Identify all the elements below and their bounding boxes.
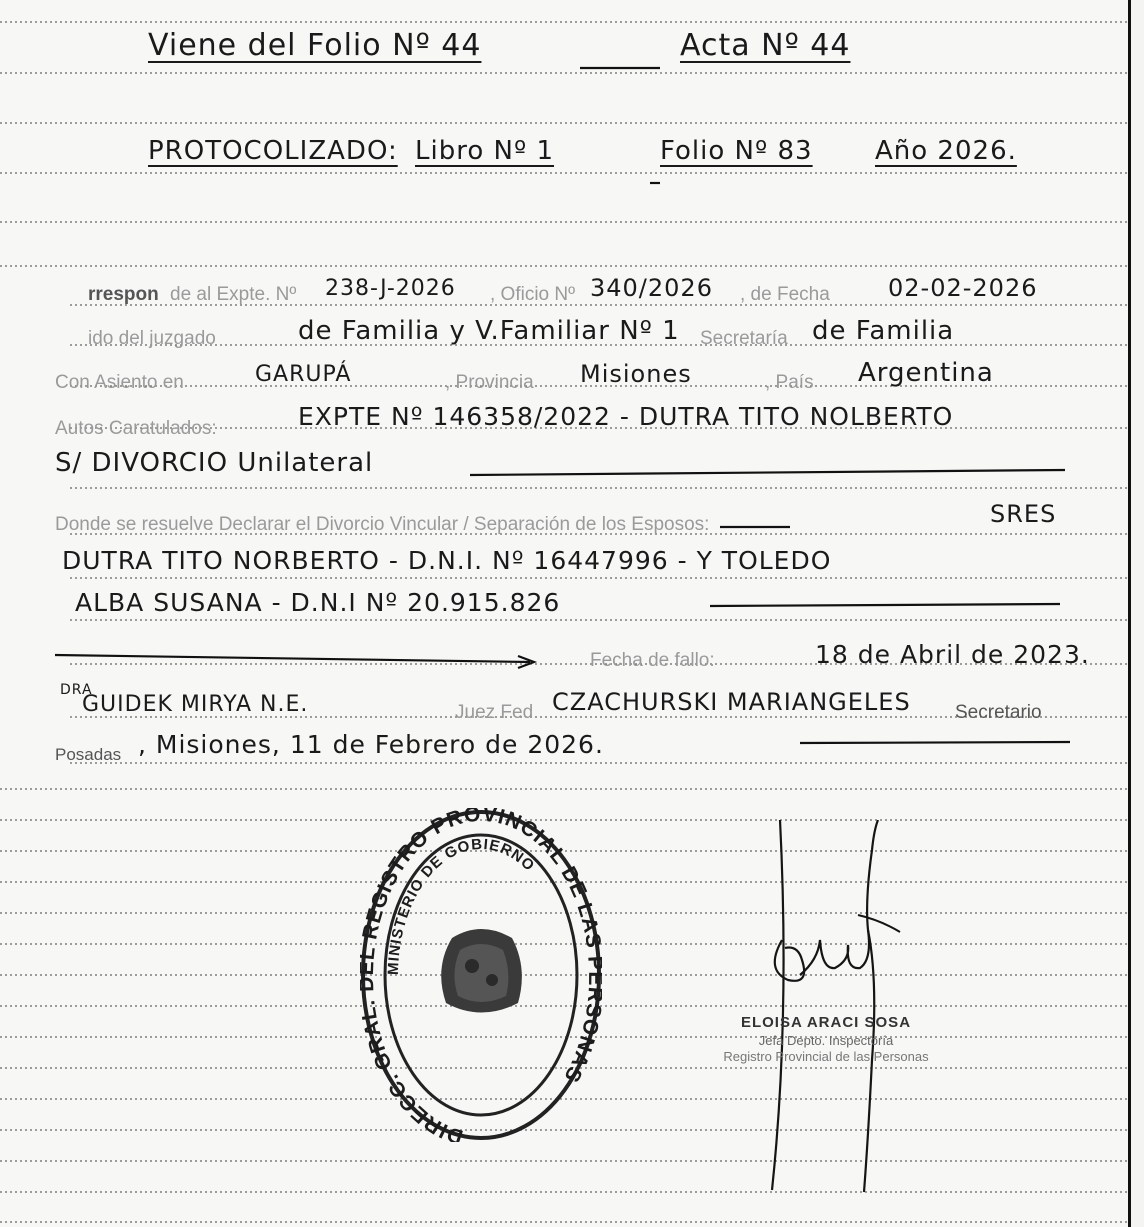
stamp-office: Registro Provincial de las Personas (723, 1049, 929, 1064)
fecha-fallo-value: 18 de Abril de 2023. (815, 640, 1090, 669)
corresponde-label: rrespon (88, 284, 159, 305)
folio-number: Folio Nº 83 (660, 136, 813, 166)
secretaria-value: de Familia (812, 316, 955, 346)
oficio-value: 340/2026 (590, 274, 713, 302)
secretaria-label: Secretaría (700, 328, 788, 349)
esposos-line-1: DUTRA TITO NORBERTO - D.N.I. Nº 16447996 - Y TOLEDO (62, 546, 832, 575)
asiento-label: Con Asiento en (55, 372, 184, 393)
libro-number: Libro Nº 1 (415, 136, 555, 166)
secretario-label: Secretario (955, 702, 1042, 723)
coat-of-arms-icon (441, 929, 522, 1013)
official-seal (360, 808, 602, 1142)
autos-label: Autos Caratulados: (55, 418, 217, 439)
seal-outer-text: DIRECC. GRA REGISTRO PROVINCIAL DE LA ONAS (360, 808, 602, 1142)
juzgado-value: de Familia y V.Familiar Nº 1 (298, 316, 680, 346)
fecha-fallo-label: Fecha de fallo: (590, 650, 715, 671)
stamp-name: ELOISA ARACI SOSA (740, 1014, 912, 1031)
provincia-label: , Provincia (445, 372, 534, 393)
seal-inner-text: MINISTERIO DE GOBIERNO (384, 835, 538, 976)
protocolizado-label: PROTOCOLIZADO: (148, 136, 398, 166)
handwritten-signature (760, 820, 910, 1200)
inspector-stamp (676, 1014, 976, 1064)
autos-value-1: EXPTE Nº 146358/2022 - DUTRA TITO NOLBERTO (298, 402, 954, 431)
fecha-value: 02-02-2026 (888, 274, 1038, 302)
expte-value: 238-J-2026 (325, 276, 456, 301)
stamp-title: Jefa Depto. Inspectoría (758, 1033, 894, 1048)
juzgado-label: ido del juzgado (88, 328, 216, 349)
pais-label: , País (765, 372, 814, 393)
pais-value: Argentina (858, 358, 994, 388)
fecha-label: , de Fecha (740, 284, 830, 305)
anio: Año 2026. (875, 136, 1017, 166)
posadas-label: Posadas (55, 745, 122, 764)
juez-label: Juez Fed (455, 702, 534, 723)
provincia-value: Misiones (580, 360, 692, 388)
juez-prefix: DRA (60, 682, 93, 698)
sres-label: SRES (990, 500, 1057, 528)
viene-del-folio: Viene del Folio Nº 44 (148, 28, 482, 63)
acta-number: Acta Nº 44 (680, 28, 851, 63)
juez-value: GUIDEK MIRYA N.E. (82, 692, 309, 717)
autos-value-2: S/ DIVORCIO Unilateral (55, 448, 374, 478)
corresponde-faded-label: de al Expte. Nº (170, 284, 297, 305)
posadas-date: , Misiones, 11 de Febrero de 2026. (138, 730, 604, 759)
resuelve-label: Donde se resuelve Declarar el Divorcio Vincular / Separación de los Esposos: (55, 514, 710, 535)
secretario-value: CZACHURSKI MARIANGELES (552, 688, 911, 716)
asiento-value: GARUPÁ (255, 362, 352, 387)
oficio-label: , Oficio Nº (490, 284, 576, 305)
esposos-line-2: ALBA SUSANA - D.N.I Nº 20.915.826 (75, 588, 561, 617)
